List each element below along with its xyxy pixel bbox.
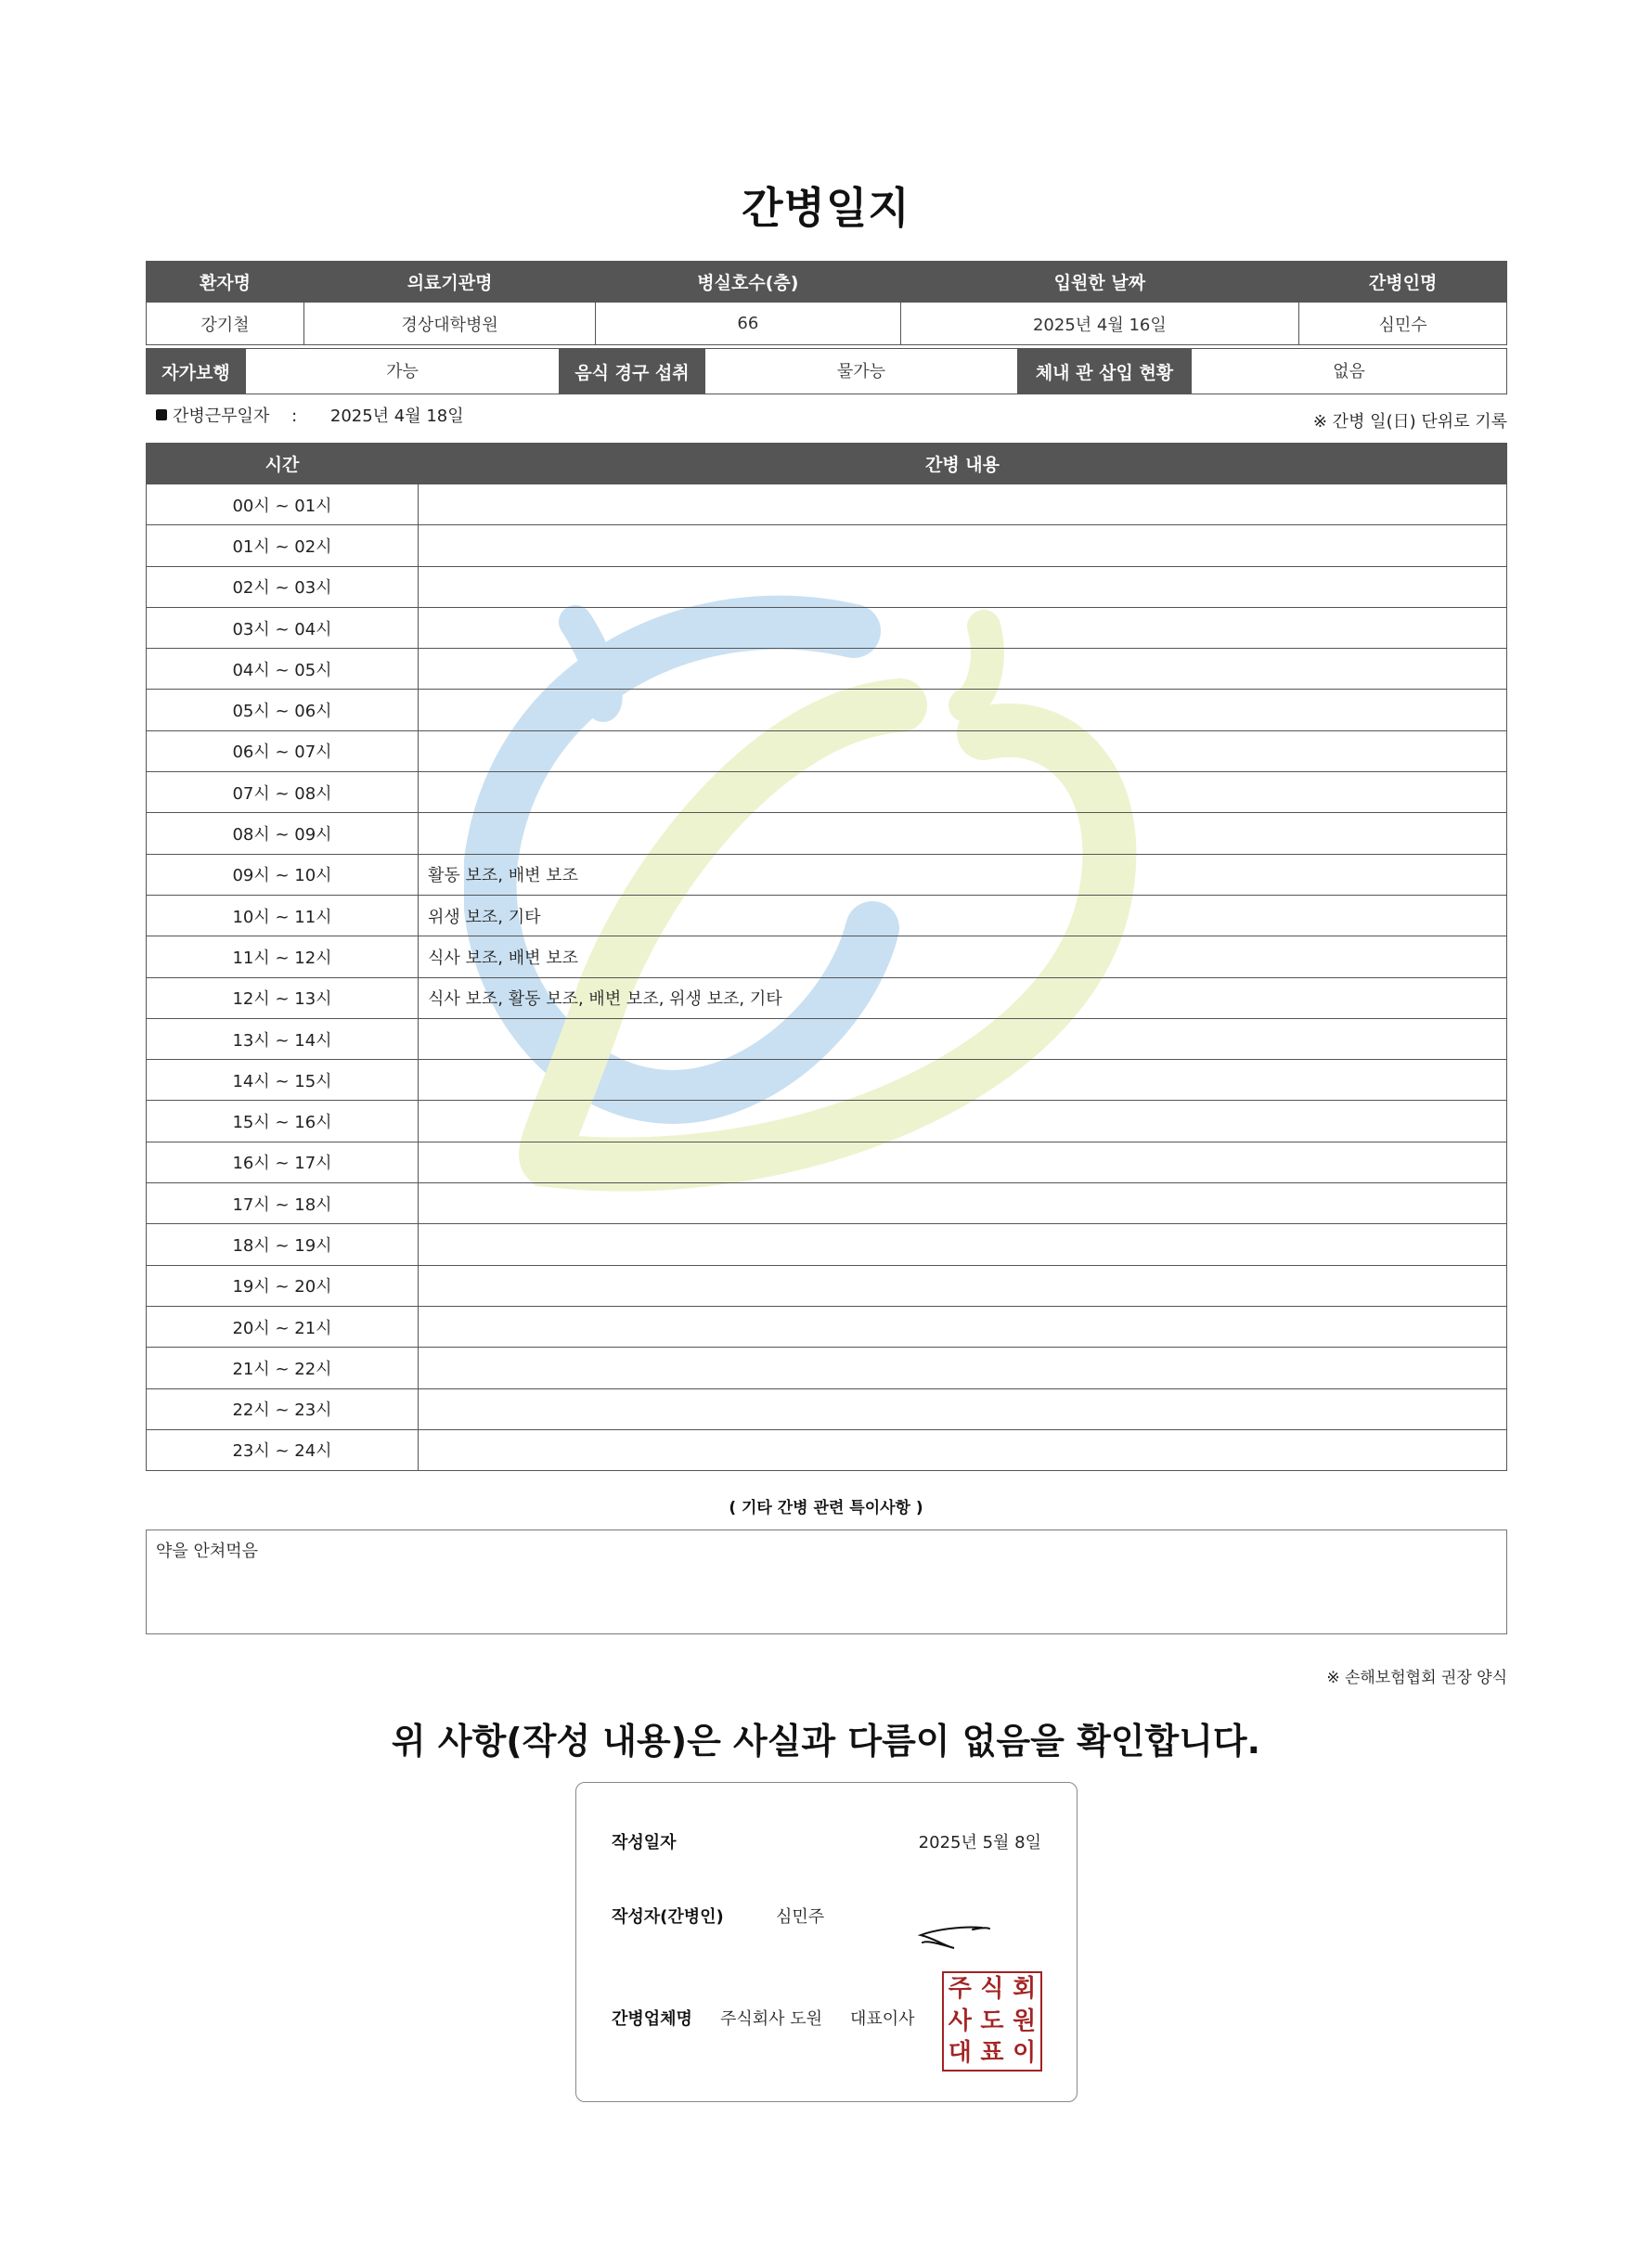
table-row <box>147 1224 1507 1265</box>
bullet-square-icon <box>156 409 167 420</box>
table-row <box>147 1306 1507 1347</box>
table-row <box>147 977 1507 1018</box>
seal-char: 대 <box>948 2039 972 2068</box>
walking-label: 자가보행 <box>147 349 246 394</box>
content-header: 간병 내용 <box>419 444 1507 484</box>
work-date-label: 간병근무일자 <box>173 407 270 426</box>
seal-char: 이 <box>1013 2039 1037 2068</box>
log-content: 위생 보조, 기타 <box>419 895 1507 936</box>
header-admission-date: 입원한 날짜 <box>900 262 1299 303</box>
oral-intake-value: 물가능 <box>705 349 1018 394</box>
handwritten-signature <box>917 1922 991 1956</box>
date-value: 2025년 5월 8일 <box>918 1833 1041 1852</box>
work-date <box>156 403 464 427</box>
log-content <box>419 772 1507 813</box>
header-room: 병실호수(층) <box>596 262 900 303</box>
care-log-table <box>146 443 1507 1471</box>
company-seal <box>942 1971 1042 2072</box>
log-content <box>419 1224 1507 1265</box>
remarks-text: 약을 안쳐먹음 <box>156 1542 259 1561</box>
table-row <box>147 690 1507 730</box>
table-row <box>147 730 1507 771</box>
recommendation-note: ※ 손해보험협회 권장 양식 <box>1326 1669 1507 1687</box>
table-row <box>147 1183 1507 1224</box>
log-content <box>419 813 1507 854</box>
seal-char: 사 <box>948 2007 972 2035</box>
patient-name: 강기철 <box>147 303 304 345</box>
table-row <box>147 1018 1507 1059</box>
oral-intake-label: 음식 경구 섭취 <box>560 349 705 394</box>
company-value: 주식회사 도원 <box>720 2009 823 2029</box>
table-row <box>147 1388 1507 1429</box>
seal-char: 표 <box>980 2039 1004 2068</box>
table-row <box>147 895 1507 936</box>
header-patient-name: 환자명 <box>147 262 304 303</box>
log-time: 11시 ~ 12시 <box>147 936 419 977</box>
log-time: 08시 ~ 09시 <box>147 813 419 854</box>
time-header: 시간 <box>147 444 419 484</box>
log-content <box>419 484 1507 525</box>
log-content <box>419 1388 1507 1429</box>
log-content: 활동 보조, 배변 보조 <box>419 854 1507 895</box>
status-table <box>146 348 1507 394</box>
table-row <box>147 1265 1507 1306</box>
log-content <box>419 525 1507 566</box>
log-time: 12시 ~ 13시 <box>147 977 419 1018</box>
work-date-separator: : <box>291 407 298 426</box>
log-content <box>419 1142 1507 1182</box>
table-row <box>147 649 1507 690</box>
log-content <box>419 1265 1507 1306</box>
table-row <box>147 813 1507 854</box>
log-time: 20시 ~ 21시 <box>147 1306 419 1347</box>
log-time: 10시 ~ 11시 <box>147 895 419 936</box>
table-row <box>147 566 1507 607</box>
log-time: 07시 ~ 08시 <box>147 772 419 813</box>
record-note: ※ 간병 일(日) 단위로 기록 <box>1312 412 1507 432</box>
room-number: 66 <box>596 303 900 345</box>
admission-date: 2025년 4월 16일 <box>900 303 1299 345</box>
table-row <box>147 607 1507 648</box>
table-row <box>147 854 1507 895</box>
caregiver-name: 심민수 <box>1299 303 1507 345</box>
log-content <box>419 649 1507 690</box>
log-time: 09시 ~ 10시 <box>147 854 419 895</box>
log-time: 03시 ~ 04시 <box>147 607 419 648</box>
seal-char: 회 <box>1013 1975 1037 2003</box>
log-time: 05시 ~ 06시 <box>147 690 419 730</box>
table-row <box>147 1060 1507 1101</box>
table-row <box>147 1348 1507 1388</box>
table-row <box>147 1101 1507 1142</box>
log-time: 04시 ~ 05시 <box>147 649 419 690</box>
confirmation-statement: 위 사항(작성 내용)은 사실과 다름이 없음을 확인합니다. <box>391 1721 1261 1762</box>
log-content <box>419 1018 1507 1059</box>
tube-value: 없음 <box>1192 349 1507 394</box>
log-content <box>419 1348 1507 1388</box>
log-time: 21시 ~ 22시 <box>147 1348 419 1388</box>
log-content: 식사 보조, 배변 보조 <box>419 936 1507 977</box>
walking-value: 가능 <box>246 349 560 394</box>
log-content <box>419 1306 1507 1347</box>
header-hospital: 의료기관명 <box>303 262 595 303</box>
log-content <box>419 1183 1507 1224</box>
table-row <box>147 525 1507 566</box>
seal-char: 도 <box>980 2007 1004 2035</box>
log-time: 22시 ~ 23시 <box>147 1388 419 1429</box>
log-time: 01시 ~ 02시 <box>147 525 419 566</box>
log-content <box>419 566 1507 607</box>
table-row <box>147 1429 1507 1470</box>
table-row <box>147 1142 1507 1182</box>
log-time: 23시 ~ 24시 <box>147 1429 419 1470</box>
seal-char: 주 <box>948 1975 972 2003</box>
header-caregiver: 간병인명 <box>1299 262 1507 303</box>
seal-char: 원 <box>1013 2007 1037 2035</box>
work-date-value: 2025년 4월 18일 <box>329 407 464 426</box>
company-label: 간병업체명 <box>612 2009 692 2029</box>
representative-value: 대표이사 <box>850 2009 915 2029</box>
table-row <box>147 484 1507 525</box>
log-time: 17시 ~ 18시 <box>147 1183 419 1224</box>
log-time: 02시 ~ 03시 <box>147 566 419 607</box>
date-label: 작성일자 <box>612 1833 677 1852</box>
log-content <box>419 1429 1507 1470</box>
log-content: 식사 보조, 활동 보조, 배변 보조, 위생 보조, 기타 <box>419 977 1507 1018</box>
log-time: 13시 ~ 14시 <box>147 1018 419 1059</box>
table-row <box>147 772 1507 813</box>
patient-info-table <box>146 261 1507 345</box>
writer-value: 심민주 <box>776 1907 825 1927</box>
log-time: 00시 ~ 01시 <box>147 484 419 525</box>
tube-label: 체내 관 삽입 현황 <box>1018 349 1192 394</box>
signature-box <box>575 1782 1078 2102</box>
log-time: 15시 ~ 16시 <box>147 1101 419 1142</box>
log-time: 14시 ~ 15시 <box>147 1060 419 1101</box>
log-content <box>419 730 1507 771</box>
log-time: 06시 ~ 07시 <box>147 730 419 771</box>
log-content <box>419 1060 1507 1101</box>
seal-char: 식 <box>980 1975 1004 2003</box>
log-content <box>419 607 1507 648</box>
log-time: 19시 ~ 20시 <box>147 1265 419 1306</box>
log-content <box>419 690 1507 730</box>
log-content <box>419 1101 1507 1142</box>
log-time: 18시 ~ 19시 <box>147 1224 419 1265</box>
page-title: 간병일지 <box>742 183 910 233</box>
table-row <box>147 936 1507 977</box>
remarks-box <box>146 1530 1507 1634</box>
remarks-title: ( 기타 간병 관련 특이사항 ) <box>729 1499 923 1517</box>
writer-label: 작성자(간병인) <box>612 1907 724 1927</box>
hospital-name: 경상대학병원 <box>303 303 595 345</box>
log-time: 16시 ~ 17시 <box>147 1142 419 1182</box>
